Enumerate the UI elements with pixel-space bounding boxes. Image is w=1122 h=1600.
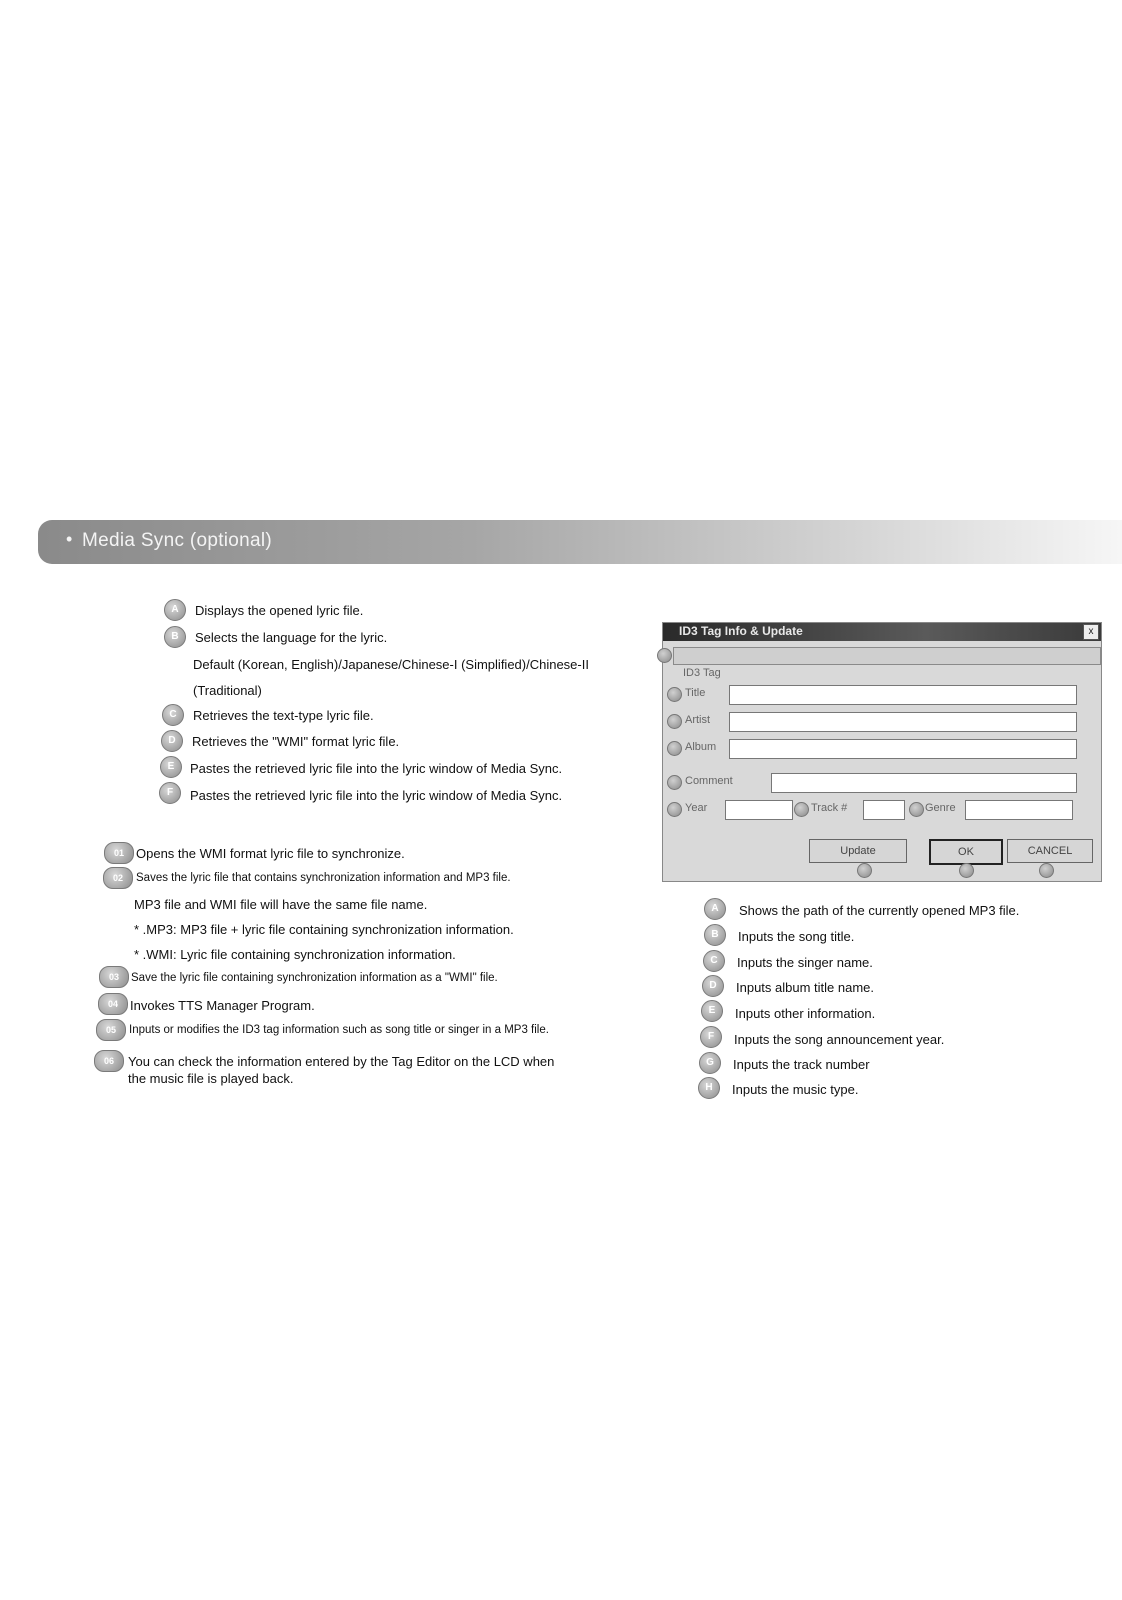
bullet-icon: • [66, 529, 73, 549]
list-item: * .MP3: MP3 file + lyric file containing synchronization information. [134, 922, 514, 937]
badge-icon: 01 [104, 842, 134, 864]
badge-icon: F [159, 782, 181, 804]
list-item: Inputs the track number [733, 1057, 870, 1072]
ok-button[interactable]: OK [929, 839, 1003, 865]
section-title: Media Sync (optional) [82, 530, 273, 551]
year-label: Year [685, 802, 708, 814]
callout-h-icon [909, 802, 924, 817]
list-item: * .WMI: Lyric file containing synchronization information. [134, 947, 456, 962]
callout-a-icon [657, 648, 672, 663]
list-item: Save the lyric file containing synchronization information as a "WMI" file. [131, 972, 498, 984]
list-item: You can check the information entered by the Tag Editor on the LCD when [128, 1054, 555, 1069]
badge-icon: D [702, 975, 724, 997]
artist-input[interactable] [729, 712, 1077, 732]
update-button[interactable]: Update [809, 839, 907, 863]
badge-icon: C [703, 950, 725, 972]
list-item: Inputs the music type. [732, 1082, 859, 1097]
list-item: Inputs the song announcement year. [734, 1032, 945, 1047]
genre-label: Genre [925, 802, 956, 814]
list-item: Inputs album title name. [736, 980, 875, 995]
dialog-title: ID3 Tag Info & Update [679, 624, 803, 638]
id3-tag-dialog [662, 622, 1102, 882]
comment-input[interactable] [771, 773, 1077, 793]
artist-label: Artist [685, 714, 711, 726]
year-input[interactable] [725, 800, 793, 820]
list-item: Selects the language for the lyric. [195, 630, 388, 645]
genre-input[interactable] [965, 800, 1073, 820]
list-item: Invokes TTS Manager Program. [130, 998, 315, 1013]
track-input[interactable] [863, 800, 905, 820]
badge-icon: 06 [94, 1050, 124, 1072]
list-item: Shows the path of the currently opened MP3 file. [739, 903, 1020, 918]
callout-g-icon [794, 802, 809, 817]
list-item: Inputs the song title. [738, 929, 855, 944]
album-label: Album [685, 741, 717, 753]
badge-icon: 03 [99, 966, 129, 988]
badge-icon: E [701, 1000, 723, 1022]
close-icon[interactable]: x [1083, 624, 1099, 640]
callout-i-icon [857, 863, 872, 878]
badge-icon: 05 [96, 1019, 126, 1041]
callout-j-icon [959, 863, 974, 878]
list-item: MP3 file and WMI file will have the same file name. [134, 897, 428, 912]
id3-tag-label: ID3 Tag [683, 667, 721, 679]
badge-icon: 04 [98, 993, 128, 1015]
title-label: Title [685, 687, 706, 699]
list-item: Default (Korean, English)/Japanese/Chinese-I (Simplified)/Chinese-II [193, 657, 589, 672]
callout-c-icon [667, 714, 682, 729]
badge-icon: 02 [103, 867, 133, 889]
badge-icon: C [162, 704, 184, 726]
badge-icon: A [704, 898, 726, 920]
callout-d-icon [667, 741, 682, 756]
callout-k-icon [1039, 863, 1054, 878]
badge-icon: B [164, 626, 186, 648]
list-item: Saves the lyric file that contains synchronization information and MP3 file. [136, 872, 511, 884]
list-item: (Traditional) [193, 683, 262, 698]
list-item: Pastes the retrieved lyric file into the lyric window of Media Sync. [190, 788, 563, 803]
callout-f-icon [667, 802, 682, 817]
badge-icon: A [164, 599, 186, 621]
album-input[interactable] [729, 739, 1077, 759]
badge-icon: H [698, 1077, 720, 1099]
list-item: Inputs or modifies the ID3 tag information such as song title or singer in a MP3 file. [129, 1024, 549, 1036]
list-item: Retrieves the "WMI" format lyric file. [192, 734, 400, 749]
title-input[interactable] [729, 685, 1077, 705]
comment-label: Comment [685, 775, 733, 787]
list-item: Inputs the singer name. [737, 955, 873, 970]
track-label: Track # [811, 802, 848, 814]
list-item: Opens the WMI format lyric file to synchronize. [136, 846, 405, 861]
badge-icon: E [160, 756, 182, 778]
section-header-bar [38, 520, 1122, 564]
dialog-titlebar [663, 623, 1101, 641]
badge-icon: B [704, 924, 726, 946]
list-item: the music file is played back. [128, 1071, 294, 1086]
list-item: Inputs other information. [735, 1006, 876, 1021]
callout-e-icon [667, 775, 682, 790]
list-item: Displays the opened lyric file. [195, 603, 364, 618]
list-item: Pastes the retrieved lyric file into the lyric window of Media Sync. [190, 761, 563, 776]
list-item: Retrieves the text-type lyric file. [193, 708, 374, 723]
badge-icon: F [700, 1026, 722, 1048]
badge-icon: G [699, 1052, 721, 1074]
file-path-field [673, 647, 1101, 665]
callout-b-icon [667, 687, 682, 702]
cancel-button[interactable]: CANCEL [1007, 839, 1093, 863]
badge-icon: D [161, 730, 183, 752]
